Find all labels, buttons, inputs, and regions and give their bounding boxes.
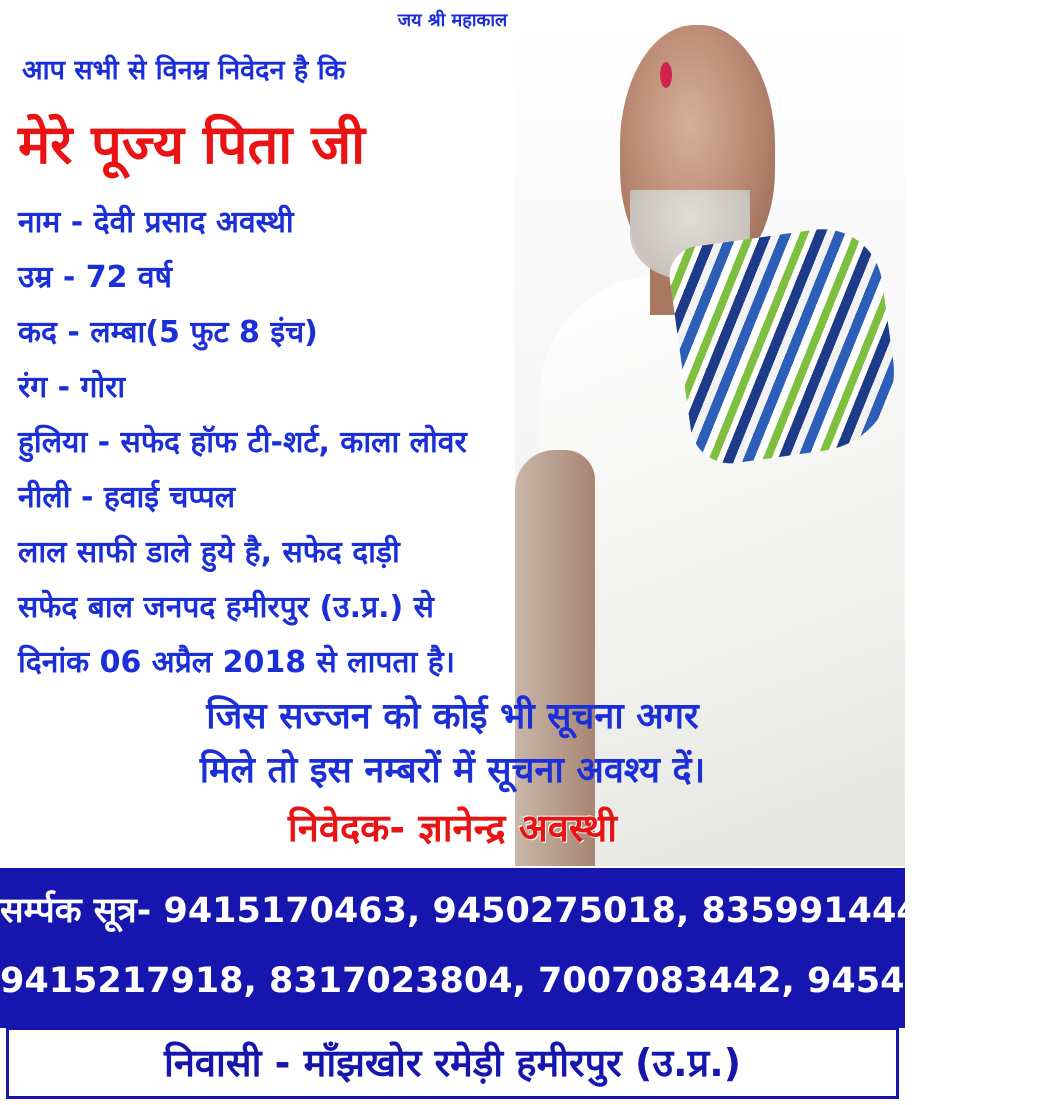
detail-appearance: हुलिया - सफेद हॉफ टी-शर्ट, काला लोवर bbox=[18, 425, 467, 460]
detail-footwear: नीली - हवाई चप्पल bbox=[18, 480, 236, 515]
contact-line-1: सर्म्पक सूत्र- 9415170463, 9450275018, 8359914448 bbox=[0, 891, 946, 931]
requester-name: निवेदक- ज्ञानेन्द्र अवस्थी bbox=[287, 806, 618, 850]
contact-line-2: 9415217918, 8317023804, 7007083442, 9454403535 bbox=[0, 961, 1051, 1001]
detail-hair-location: सफेद बाल जनपद हमीरपुर (उ.प्र.) से bbox=[18, 590, 434, 625]
contact-numbers-panel bbox=[0, 866, 1051, 1028]
detail-complexion: रंग - गोरा bbox=[18, 370, 126, 405]
detail-name: नाम - देवी प्रसाद अवस्थी bbox=[18, 205, 294, 240]
blessing-text: जय श्री महाकाल bbox=[397, 10, 508, 31]
request-text: आप सभी से विनम्र निवेदन है कि bbox=[22, 55, 346, 86]
tilak-mark bbox=[660, 62, 672, 88]
appeal-text bbox=[0, 690, 905, 798]
resident-address-box bbox=[6, 1027, 899, 1099]
detail-height: कद - लम्बा(5 फुट 8 इंच) bbox=[18, 315, 318, 350]
detail-age: उम्र - 72 वर्ष bbox=[18, 260, 172, 295]
resident-address: निवासी - माँझखोर रमेड़ी हमीरपुर (उ.प्र.) bbox=[163, 1041, 741, 1085]
detail-missing-date: दिनांक 06 अप्रैल 2018 से लापता है। bbox=[18, 645, 455, 680]
detail-clothing: लाल साफी डाले हुये है, सफेद दाड़ी bbox=[18, 535, 400, 570]
appeal-line: मिले तो इस नम्बरों में सूचना अवश्य दें। bbox=[199, 750, 706, 791]
person-details bbox=[18, 195, 658, 690]
appeal-line: जिस सज्जन को कोई भी सूचना अगर bbox=[206, 696, 699, 737]
poster-title: मेरे पूज्य पिता जी bbox=[18, 113, 366, 176]
